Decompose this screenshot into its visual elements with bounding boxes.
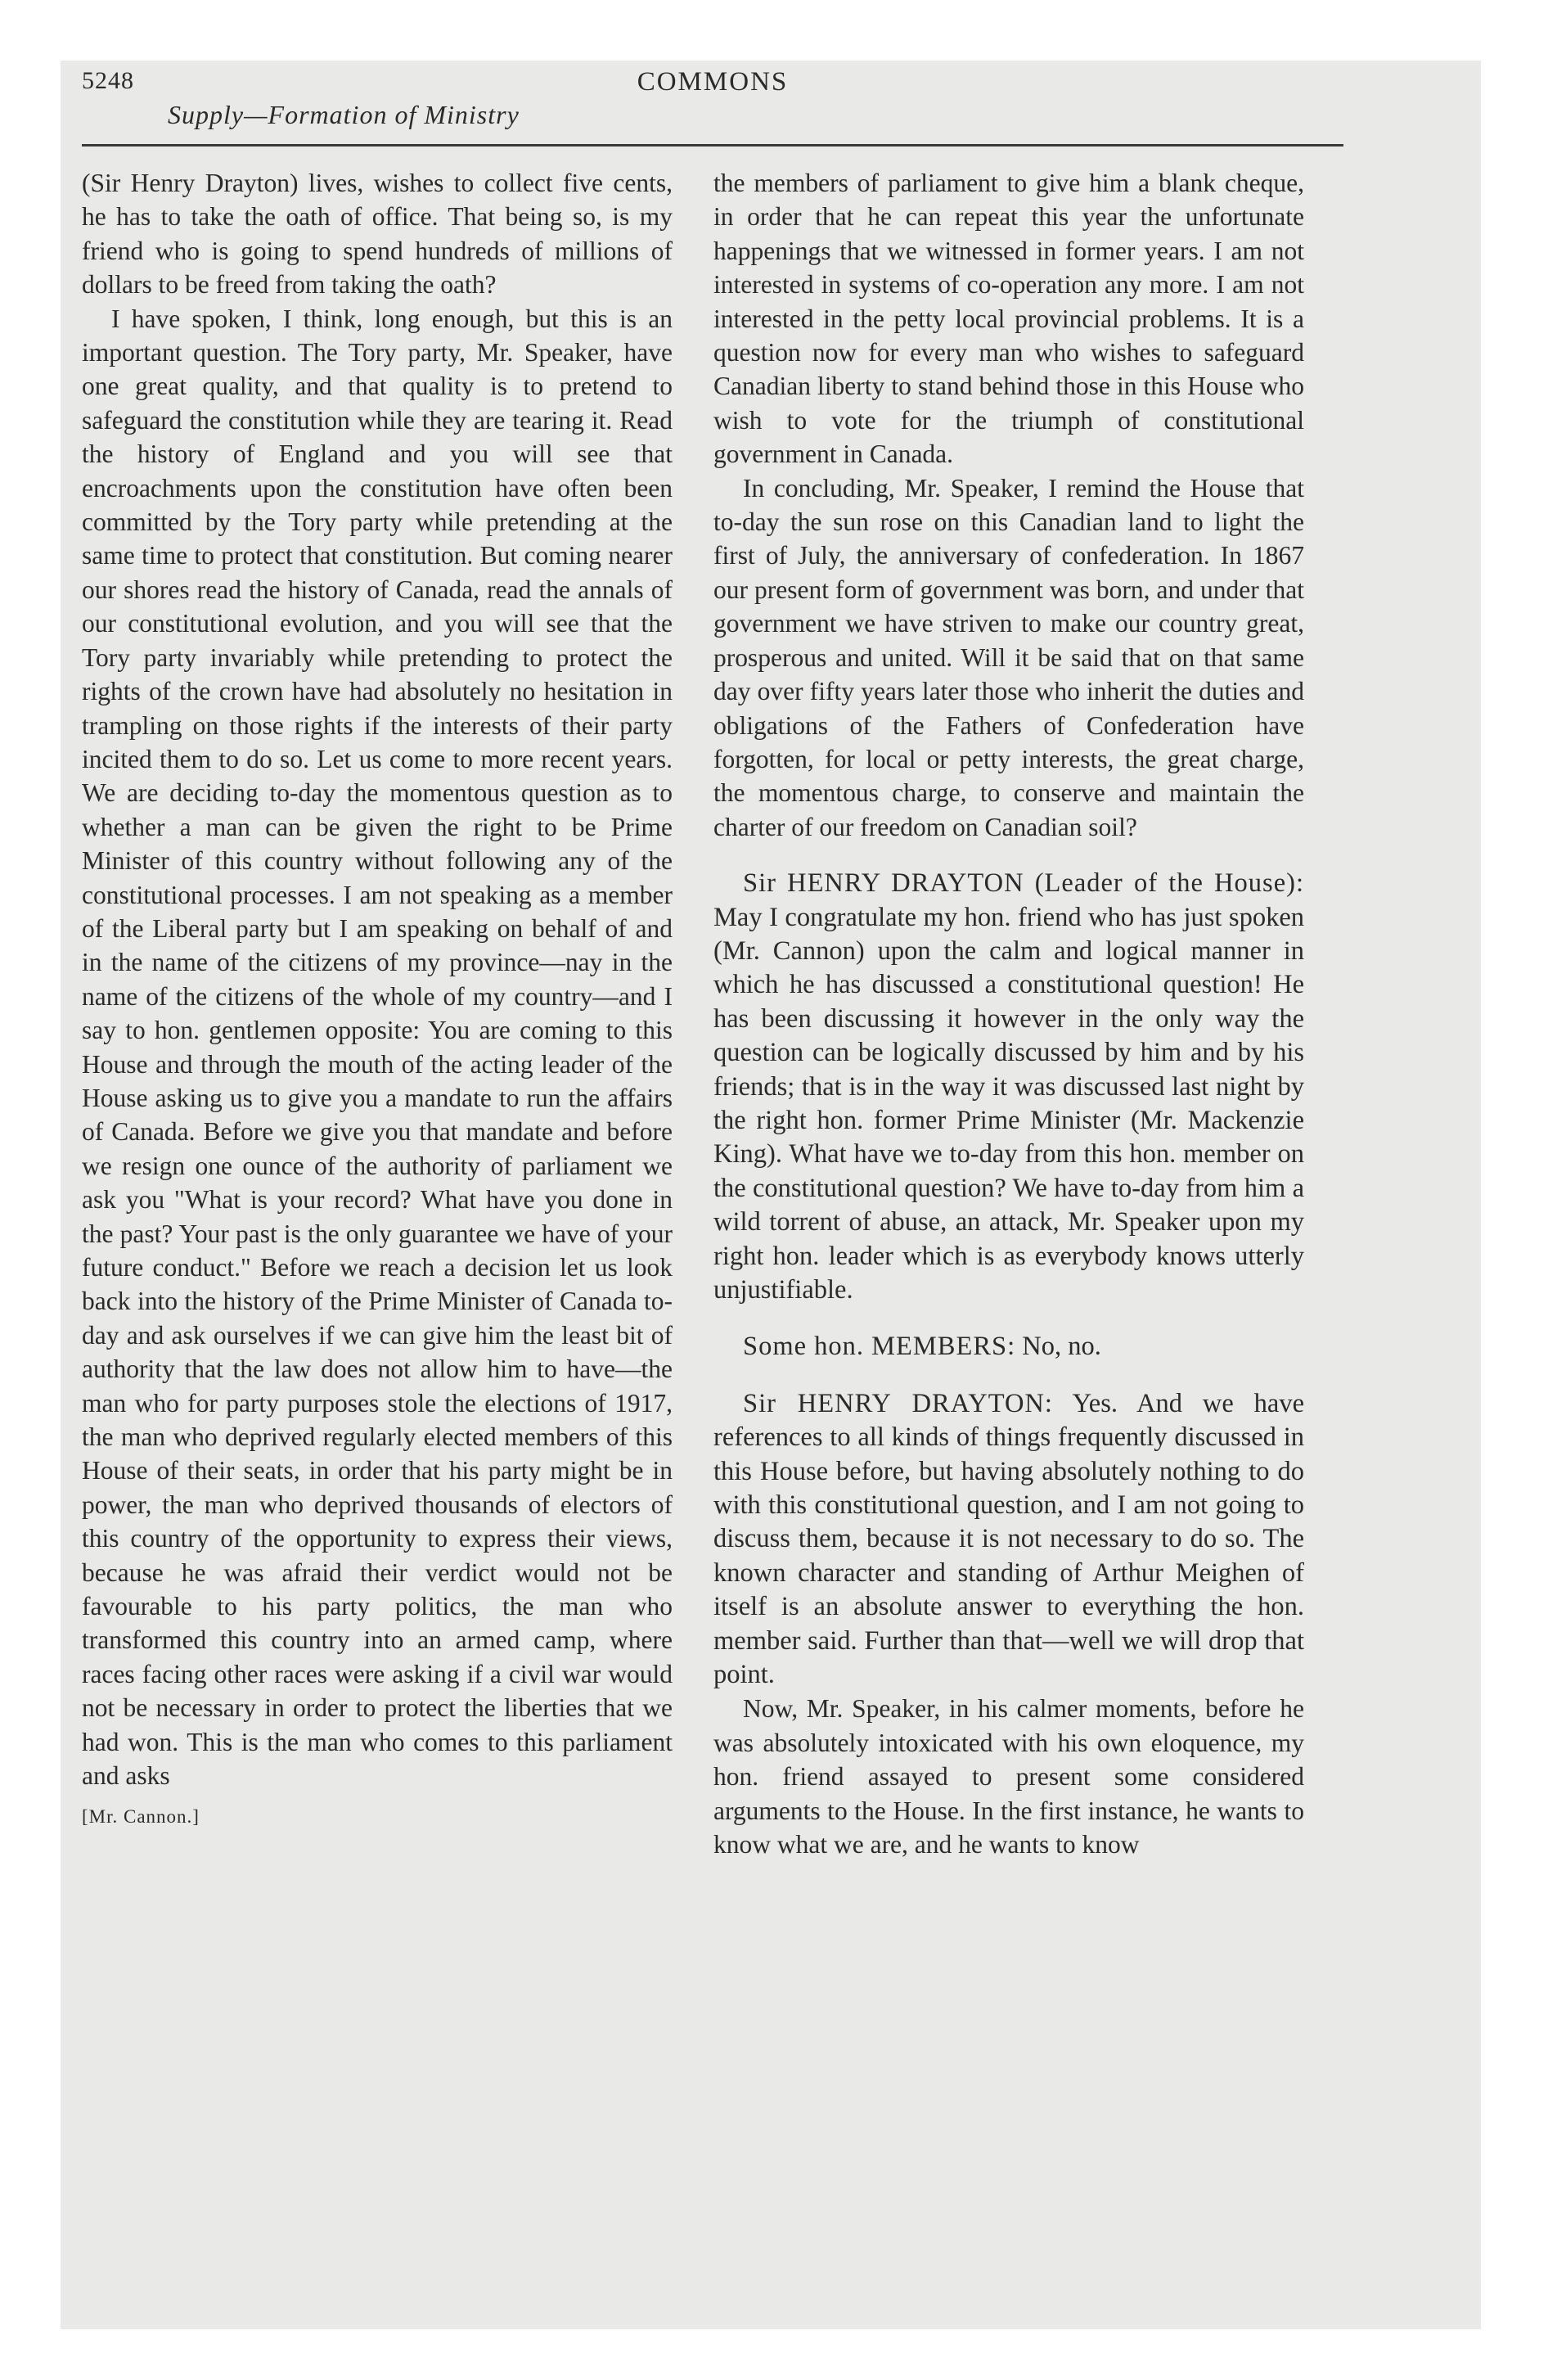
header-rule xyxy=(82,144,1343,146)
speech-text: Yes. And we have references to all kinds of things frequently discussed in this House before, but having absolutely nothing to do with this constitutional question, and I am not going to discuss them, because it is not necessary to do so. The known character and standing of Arthur Meighen of itself is an absolute answer to everything the hon. member said. Further than that—well we will drop that point. xyxy=(713,1388,1305,1690)
speaker-name: Some hon. MEMBERS: xyxy=(743,1332,1016,1362)
page-number: 5248 xyxy=(82,67,134,94)
speaker-tag: [Mr. Cannon.] xyxy=(82,1805,200,1827)
paragraph: In concluding, Mr. Speaker, I remind the House that to-day the sun rose on this Canadian land to light the first of July, the anniversary of confederation. In 1867 our present form of government was born, and under that government we have striven to make our country great, prosperous and united. Will it be said that on that same day over fifty years later those who inherit the duties and obligations of the Fathers of Confederation have forgotten, for local or petty interests, the great charge, the momentous charge, to conserve and maintain the charter of our freedom on Canadian soil? xyxy=(713,473,1304,841)
left-column xyxy=(82,166,673,1833)
journal-title: COMMONS xyxy=(637,67,789,97)
speaker-name: Sir HENRY DRAYTON: xyxy=(743,1388,1053,1418)
paragraph: I have spoken, I think, long enough, but this is an important question. The Tory party, Mr. Speaker, have one great quality, and that quality is to pretend to safeguard the constitution while they are tearing it. Read the history of England and you will see that encroachments upon the constitution have often been committed by the Tory party while pretending at the same time to protect that constitution. But coming nearer our shores read the history of Canada, read the annals of our constitutional evolution, and you will see that the Tory party invariably while pretending to protect the rights of the crown have had absolutely no hesitation in trampling on those rights if the interests of their party incited them to do so. Let us come to more recent years. We are deciding to-day the momentous question as to whether a man can be given the right to be Prime Minister of this country without following any of the constitutional processes. I am not speaking as a member of the Liberal party but I am speaking on behalf of and in the name of the citizens of my province—nay in the name of the citizens of the whole of my country—and I say to hon. gentlemen opposite: You are coming to this House and through the mouth of the acting leader of the House asking us to give you a mandate to run the affairs of Canada. Before we give you that mandate and before we resign one ounce of the authority of parliament we ask you "What is your record? What have you done in the past? Your past is the only guarantee we have of your future conduct." Before we reach a decision let us look back into the history of the Prime Minister of Canada to-day and ask ourselves if we can give him the least bit of authority that the law does not allow him to have—the man who for party purposes stole the elections of 1917, the man who deprived regularly elected members of this House of their seats, in order that his party might be in power, the man who deprived thousands of electors of this country of the opportunity to express their views, because he was afraid their verdict would not be favourable to his party politics, the man who transformed this country into an armed camp, where races facing other races were asking if a civil war would not be necessary in order to protect the liberties that we had won. This is the man who comes to this parliament and asks xyxy=(82,304,673,1791)
paragraph: (Sir Henry Drayton) lives, wishes to collect five cents, he has to take the oath of office. That being so, is my friend who is going to spend hundreds of millions of dollars to be freed from taking the oath? xyxy=(82,169,673,300)
right-column xyxy=(713,166,1304,1862)
speech xyxy=(713,867,1304,1307)
paragraph: the members of parliament to give him a blank cheque, in order that he can repeat this year the unfortunate happenings that we witnessed in former years. I am not interested in systems of co-operation any more. I am not interested in the petty local provincial problems. It is a question now for every man who wishes to safeguard Canadian liberty to stand behind those in this House who wish to vote for the triumph of constitutional government in Canada. xyxy=(713,169,1304,469)
speech-text: May I congratulate my hon. friend who has just spoken (Mr. Cannon) upon the calm and logical manner in which he has discussed a constitutional question! He has been discussing it however in the only way the question can be logically discussed by him and by his friends; that is in the way it was discussed last night by the right hon. former Prime Minister (Mr. Mackenzie King). What have we to-day from this hon. member on the constitutional question? We have to-day from him a wild torrent of abuse, an attack, Mr. Speaker upon my right hon. leader which is as everybody knows utterly unjustifiable. xyxy=(713,902,1304,1305)
page-header xyxy=(82,67,1343,141)
speech-text: No, no. xyxy=(1022,1332,1101,1362)
speech xyxy=(713,1330,1304,1364)
speaker-name: Sir HENRY DRAYTON (Leader of the House): xyxy=(743,868,1304,899)
speech xyxy=(713,1387,1304,1693)
paragraph: Now, Mr. Speaker, in his calmer moments, before he was absolutely intoxicated with his own eloquence, my hon. friend assayed to present some considered arguments to the House. In the first instance, he wants to know what we are, and he wants to know xyxy=(713,1694,1304,1859)
running-subject: Supply—Formation of Ministry xyxy=(168,100,520,129)
